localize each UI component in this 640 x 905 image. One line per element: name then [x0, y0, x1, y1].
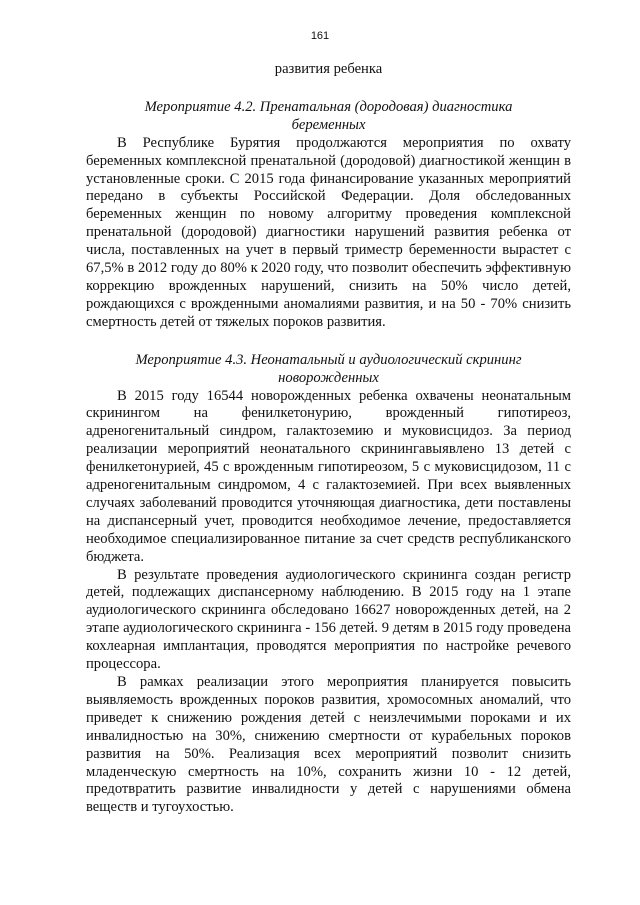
paragraph: В рамках реализации этого мероприятия планируется повысить выявляемость врожденных пороков развития, хромосомных аномалий, что приведет к снижению рождения детей с неизлечимыми пороками и их инвалидностью на 30%, снижению смертности от курабельных пороков развития на 50%. Реализация всех мероприятий позволит снизить младенческую смертность на 10%, сохранить жизни 10 - 12 детей, предотвратить развитие инвалидности у детей с нарушениями обмена веществ и тугоухостью. [86, 674, 571, 816]
section-title: Мероприятие 4.2. Пренатальная (дородовая) диагностика беременных [144, 98, 513, 133]
continued-heading-line: развития ребенка [274, 61, 383, 77]
paragraph: В результате проведения аудиологического скрининга создан регистр детей, подлежащих диспансерному наблюдению. В 2015 году на 1 этапе аудиологического скрининга обследовано 16627 новорожденных детей, на 2 этапе аудиологического скрининга - 156 детей. 9 детям в 2015 году проведена кохлеарная имплантация, проводятся мероприятия по настройке речевого процессора. [86, 566, 571, 673]
page-number: 161 [310, 30, 330, 42]
page-content [86, 61, 571, 817]
section-4-2 [86, 99, 571, 332]
section-title: Мероприятие 4.3. Неонатальный и аудиологический скрининг новорожденных [135, 351, 522, 386]
paragraph: В Республике Бурятия продолжаются мероприятия по охвату беременных комплексной пренатальной (дородовой) диагностикой женщин в установленные сроки. С 2015 года финансирование указанных мероприятий передано в субъекты Российской Федерации. Доля обследованных беременных женщин по новому алгоритму проведения комплексной пренатальной (дородовой) диагностики нарушений развития ребенка от числа, поставленных на учет в первый триместр беременности вырастет с 67,5% в 2012 году до 80% к 2020 году, что позволит обеспечить эффективную коррекцию врожденных нарушений, снизить на 50% число детей, рождающихся с врожденными аномалиями развития, и на 50 - 70% снизить смертность детей от тяжелых пороков развития. [86, 134, 571, 330]
paragraph: В 2015 году 16544 новорожденных ребенка охвачены неонатальным скринингом на фенилкетонурию, врожденный гипотиреоз, адреногенитальный синдром, галактоземию и муковисцидоз. За период реализации мероприятий неонатального скринингавыявлено 13 детей с фенилкетонурией, 45 с врожденным гипотиреозом, 5 с муковисцидозом, 11 с адреногенитальным синдромом, 4 с галактоземией. При всех выявленных случаях заболеваний проводится уточняющая диагностика, дети поставлены на диспансерный учет, проводится необходимое лечение, предоставляется необходимое специализированное питание за счет средств республиканского бюджета. [86, 387, 571, 565]
section-4-3 [86, 352, 571, 818]
